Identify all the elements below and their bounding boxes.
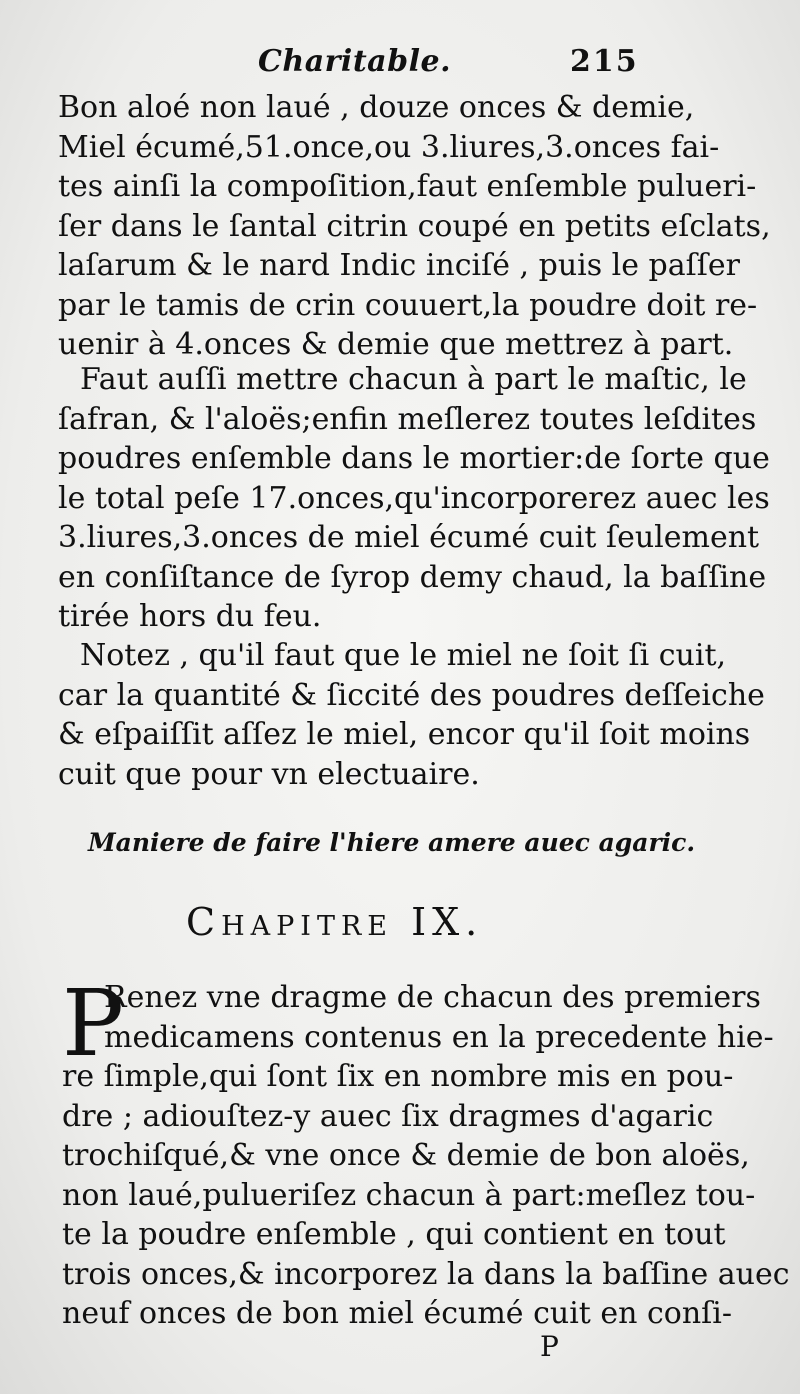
text-line: & eſpaiſſit aſſez le miel, encor qu'il ſoit moins (58, 717, 751, 752)
text-line: re ſimple,qui ſont ſix en nombre mis en pou- (62, 1059, 734, 1094)
text-line: Faut auſſi mettre chacun à part le maſtic, le (80, 362, 747, 397)
text-line: uenir à 4.onces & demie que mettrez à part. (58, 327, 734, 362)
text-line: Renez vne dragme de chacun des premiers (104, 980, 761, 1015)
text-line: le total peſe 17.onces,qu'incorporerez auec les (58, 480, 770, 516)
text-line: car la quantité & ſiccité des poudres deſſeiche (58, 677, 765, 713)
running-head (0, 44, 800, 92)
paragraph-1 (58, 88, 771, 365)
text-line: Miel écumé,51.once,ou 3.liures,3.onces fai- (58, 129, 720, 165)
text-line: non laué,pulueriſez chacun à part:meſlez tou- (62, 1177, 756, 1213)
text-line: ſer dans le ſantal citrin coupé en petits eſclats, (58, 208, 771, 244)
text-line: en conſiſtance de ſyrop demy chaud, la baſſine (58, 559, 767, 595)
text-line: dre ; adiouſtez-y auec ſix dragmes d'agaric (62, 1098, 714, 1134)
chapter-heading: Chapitre IX. (186, 900, 484, 944)
text-line: trochiſqué,& vne once & demie de bon aloës, (62, 1138, 750, 1173)
text-line: tes ainſi la compoſition,faut enſemble pulueri- (58, 169, 757, 204)
text-line: Notez , qu'il faut que le miel ne ſoit ſi cuit, (80, 638, 727, 673)
paragraph-2 (58, 360, 770, 637)
text-line: te la poudre enſemble , qui contient en tout (62, 1217, 726, 1252)
section-title: Maniere de faire l'hiere amere auec agaric. (88, 828, 696, 857)
drop-capital: P (62, 970, 124, 1077)
text-line: tirée hors du feu. (58, 599, 322, 634)
text-line: cuit que pour vn electuaire. (58, 756, 480, 792)
chapter-paragraph (62, 970, 790, 1334)
text-line: Bon aloé non laué , douze onces & demie, (58, 90, 695, 125)
text-line: par le tamis de crin couuert,la poudre doit re- (58, 287, 758, 323)
text-line: laſarum & le nard Indic inciſé , puis le paſſer (58, 248, 740, 283)
text-line: medicamens contenus en la precedente hie- (104, 1019, 774, 1055)
text-line: poudres enſemble dans le mortier:de ſorte que (58, 441, 770, 476)
page-number: 215 (570, 44, 639, 79)
text-line: neuf onces de bon miel écumé cuit en conſi- (62, 1296, 733, 1331)
signature-mark: P (540, 1330, 559, 1363)
text-line: ſafran, & l'aloës;enfin meſlerez toutes leſdites (58, 401, 757, 437)
running-head-title: Charitable. (258, 44, 452, 79)
paragraph-3 (58, 636, 765, 794)
text-line: 3.liures,3.onces de miel écumé cuit ſeulement (58, 520, 760, 555)
text-line: trois onces,& incorporez la dans la baſſine auec (62, 1256, 790, 1292)
